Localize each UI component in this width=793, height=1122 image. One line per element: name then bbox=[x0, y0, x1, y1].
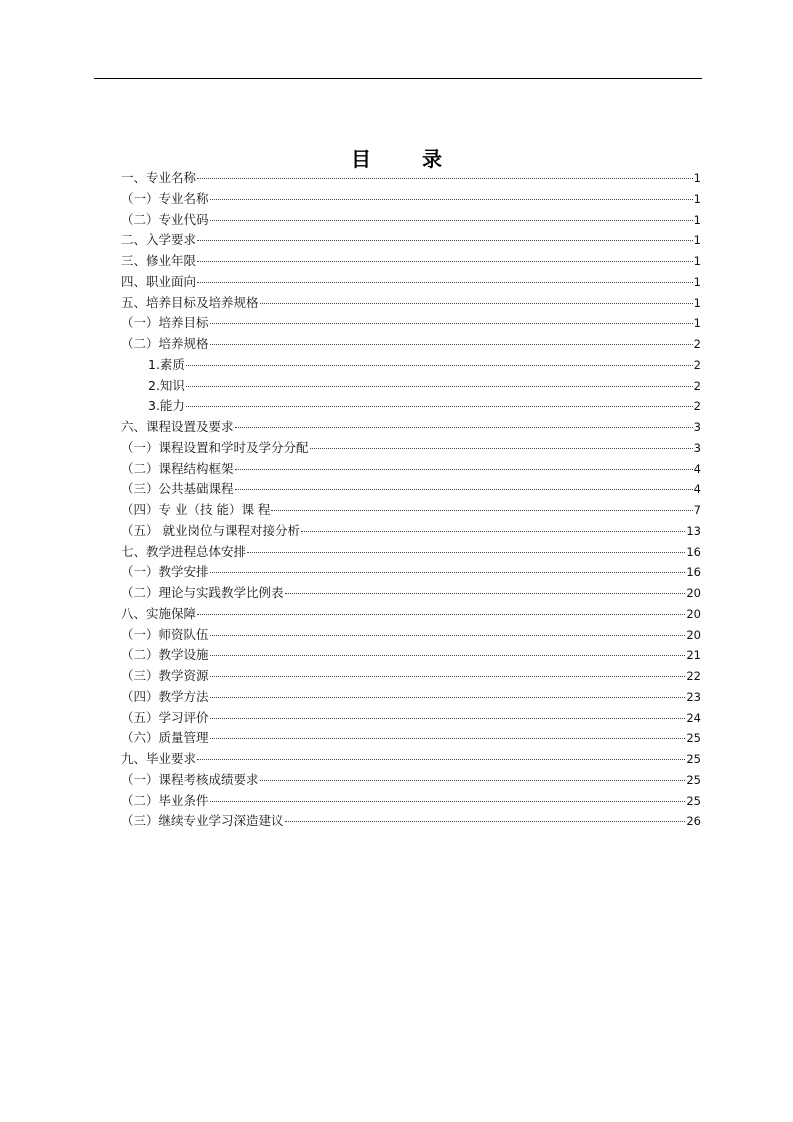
toc-dot-leader bbox=[247, 552, 685, 553]
toc-dot-leader bbox=[210, 220, 693, 221]
toc-entry[interactable] bbox=[121, 604, 701, 625]
toc-dot-leader bbox=[235, 469, 693, 470]
toc-entry-label: （二）培养规格 bbox=[121, 336, 209, 351]
toc-entry-page: 3 bbox=[693, 440, 701, 455]
toc-entry[interactable] bbox=[121, 438, 701, 459]
toc-dot-leader bbox=[285, 593, 686, 594]
toc-entry-page: 4 bbox=[693, 482, 701, 497]
toc-dot-leader bbox=[186, 386, 693, 387]
toc-entry[interactable] bbox=[121, 210, 701, 231]
toc-entry-label: 一、专业名称 bbox=[121, 170, 197, 185]
toc-entry-label: 四、职业面向 bbox=[121, 273, 197, 289]
toc-entry[interactable] bbox=[121, 542, 701, 563]
toc-entry-label: （一）课程设置和学时及学分分配 bbox=[121, 439, 309, 455]
toc-entry-page: 1 bbox=[693, 295, 701, 310]
toc-dot-leader bbox=[210, 738, 686, 739]
toc-entry-label: 3.能力 bbox=[148, 398, 185, 414]
toc-dot-leader bbox=[197, 282, 693, 283]
toc-entry-label: （二）专业代码 bbox=[121, 211, 209, 227]
toc-entry-page: 3 bbox=[693, 420, 701, 434]
toc-dot-leader bbox=[210, 801, 686, 802]
toc-entry[interactable] bbox=[121, 749, 701, 770]
toc-entry-label: 七、教学进程总体安排 bbox=[121, 543, 247, 559]
toc-entry[interactable] bbox=[121, 396, 701, 417]
toc-dot-leader bbox=[186, 365, 693, 366]
toc-entry-label: （四）教学方法 bbox=[121, 688, 209, 704]
toc-dot-leader bbox=[197, 240, 693, 241]
toc-entry-page: 25 bbox=[686, 793, 701, 808]
toc-entry[interactable] bbox=[121, 313, 701, 334]
toc-entry-page: 2 bbox=[693, 357, 701, 372]
toc-entry-label: （五）学习评价 bbox=[121, 709, 209, 725]
toc-entry-page: 1 bbox=[693, 274, 701, 289]
toc-dot-leader bbox=[310, 448, 693, 449]
toc-entry-page: 20 bbox=[686, 627, 701, 642]
toc-entry[interactable] bbox=[121, 521, 701, 542]
toc-entry-page: 22 bbox=[686, 669, 701, 683]
toc-entry[interactable] bbox=[121, 459, 701, 480]
toc-entry-page: 7 bbox=[693, 503, 701, 517]
table-of-contents bbox=[121, 168, 701, 832]
toc-dot-leader bbox=[197, 614, 685, 615]
toc-entry-label: （四）专 业（技 能）课 程 bbox=[121, 502, 271, 517]
toc-entry-label: （二）理论与实践教学比例表 bbox=[121, 585, 284, 600]
toc-entry[interactable] bbox=[121, 583, 701, 604]
toc-dot-leader bbox=[210, 697, 686, 698]
toc-entry-label: （六）质量管理 bbox=[121, 730, 209, 746]
toc-entry-label: （二）教学设施 bbox=[121, 647, 209, 663]
toc-entry[interactable] bbox=[121, 272, 701, 293]
toc-entry-label: 2.知识 bbox=[148, 377, 185, 393]
toc-entry-page: 1 bbox=[693, 171, 701, 185]
toc-entry[interactable] bbox=[121, 791, 701, 812]
toc-dot-leader bbox=[197, 178, 693, 179]
toc-entry-page: 20 bbox=[686, 586, 701, 600]
toc-entry-page: 1 bbox=[693, 191, 701, 206]
toc-entry-page: 26 bbox=[686, 814, 701, 829]
toc-entry-label: （三）公共基础课程 bbox=[121, 481, 234, 497]
toc-dot-leader bbox=[197, 261, 693, 262]
toc-dot-leader bbox=[210, 344, 693, 345]
toc-entry[interactable] bbox=[121, 625, 701, 646]
toc-entry-page: 2 bbox=[693, 399, 701, 414]
toc-entry-page: 1 bbox=[693, 233, 701, 248]
toc-entry[interactable] bbox=[121, 334, 701, 355]
toc-entry-page: 25 bbox=[686, 731, 701, 746]
toc-entry-label: （三）教学资源 bbox=[121, 668, 209, 683]
toc-dot-leader bbox=[210, 572, 686, 573]
toc-entry-page: 4 bbox=[693, 461, 701, 476]
toc-entry[interactable] bbox=[121, 376, 701, 397]
toc-entry[interactable] bbox=[121, 189, 701, 210]
toc-entry-page: 25 bbox=[686, 772, 701, 787]
toc-entry[interactable] bbox=[121, 251, 701, 272]
toc-entry-label: （一）教学安排 bbox=[121, 564, 209, 580]
toc-dot-leader bbox=[301, 531, 685, 532]
toc-entry-page: 2 bbox=[693, 337, 701, 351]
header-rule bbox=[94, 78, 702, 79]
toc-entry[interactable] bbox=[121, 562, 701, 583]
toc-entry-page: 23 bbox=[686, 689, 701, 704]
toc-dot-leader bbox=[186, 406, 693, 407]
toc-entry[interactable] bbox=[121, 355, 701, 376]
toc-entry-label: （二）毕业条件 bbox=[121, 792, 209, 808]
toc-entry[interactable] bbox=[121, 666, 701, 687]
toc-entry[interactable] bbox=[121, 230, 701, 251]
toc-title: 目 录 bbox=[351, 147, 464, 171]
toc-entry[interactable] bbox=[121, 708, 701, 729]
toc-dot-leader bbox=[210, 718, 686, 719]
toc-entry-page: 20 bbox=[686, 606, 701, 621]
toc-entry-page: 13 bbox=[686, 523, 701, 538]
toc-dot-leader bbox=[210, 676, 686, 677]
toc-entry-label: （一）专业名称 bbox=[121, 190, 209, 206]
toc-dot-leader bbox=[210, 635, 686, 636]
toc-entry[interactable] bbox=[121, 645, 701, 666]
toc-entry-label: 六、课程设置及要求 bbox=[121, 419, 234, 434]
toc-entry[interactable] bbox=[121, 479, 701, 500]
toc-entry-page: 16 bbox=[686, 565, 701, 580]
toc-entry-label: 五、培养目标及培养规格 bbox=[121, 294, 259, 310]
toc-entry-label: （五） 就业岗位与课程对接分析 bbox=[121, 522, 300, 538]
toc-entry-label: 1.素质 bbox=[148, 356, 185, 372]
toc-entry-label: 三、修业年限 bbox=[121, 253, 197, 268]
toc-dot-leader bbox=[210, 655, 686, 656]
toc-entry-label: （一）培养目标 bbox=[121, 315, 209, 331]
toc-entry[interactable] bbox=[121, 728, 701, 749]
toc-entry-label: （一）课程考核成绩要求 bbox=[121, 771, 259, 787]
toc-entry-page: 16 bbox=[686, 544, 701, 559]
toc-entry-page: 1 bbox=[693, 254, 701, 268]
toc-entry[interactable] bbox=[121, 811, 701, 832]
toc-dot-leader bbox=[271, 510, 692, 511]
toc-dot-leader bbox=[260, 780, 686, 781]
toc-entry-label: （二）课程结构框架 bbox=[121, 460, 234, 476]
toc-entry-page: 2 bbox=[693, 378, 701, 393]
toc-dot-leader bbox=[235, 427, 693, 428]
toc-entry[interactable] bbox=[121, 168, 701, 189]
toc-entry-label: 八、实施保障 bbox=[121, 605, 197, 621]
toc-dot-leader bbox=[260, 303, 693, 304]
toc-entry-label: 九、毕业要求 bbox=[121, 751, 197, 766]
toc-dot-leader bbox=[210, 323, 693, 324]
toc-dot-leader bbox=[235, 489, 693, 490]
toc-dot-leader bbox=[210, 199, 693, 200]
toc-entry-label: 二、入学要求 bbox=[121, 232, 197, 248]
toc-entry-page: 21 bbox=[686, 648, 701, 663]
toc-entry[interactable] bbox=[121, 500, 701, 521]
toc-entry-page: 1 bbox=[693, 316, 701, 331]
toc-entry[interactable] bbox=[121, 417, 701, 438]
toc-entry-label: （三）继续专业学习深造建议 bbox=[121, 813, 284, 829]
toc-entry-page: 1 bbox=[693, 212, 701, 227]
toc-dot-leader bbox=[285, 821, 686, 822]
toc-entry[interactable] bbox=[121, 770, 701, 791]
toc-entry-page: 25 bbox=[686, 752, 701, 766]
toc-entry[interactable] bbox=[121, 293, 701, 314]
toc-dot-leader bbox=[197, 759, 685, 760]
toc-entry-label: （一）师资队伍 bbox=[121, 626, 209, 642]
toc-entry-page: 24 bbox=[686, 710, 701, 725]
toc-entry[interactable] bbox=[121, 687, 701, 708]
